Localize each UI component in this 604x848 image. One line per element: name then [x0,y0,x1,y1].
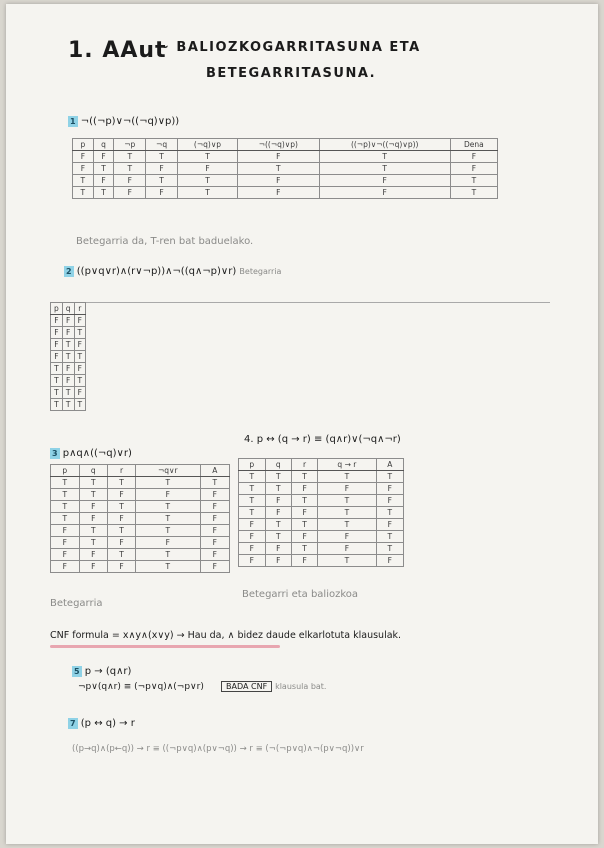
table-1-cell: T [73,175,94,187]
table-3-row [51,513,230,525]
table-4-row [239,543,404,555]
table-4-cell: T [239,483,266,495]
table-2-cell: F [74,339,86,351]
table-2-header-cell: q [62,303,74,315]
table-3-cell: T [79,525,108,537]
table-4-cell: F [292,555,318,567]
table-3-cell: F [200,525,229,537]
table-3-cell: T [51,489,80,501]
table-1-cell: T [93,187,114,199]
table-4-header-cell: q → r [318,459,376,471]
table-3-cell: T [136,513,200,525]
table-3-cell: F [108,537,136,549]
table-3-row [51,501,230,513]
table-4-cell: T [292,471,318,483]
table-3-header-cell: r [108,465,136,477]
table-4-cell: F [239,555,266,567]
table-1-cell: F [238,151,320,163]
table-4-cell: F [376,495,403,507]
table-3-header-cell: q [79,465,108,477]
title-line-1: ~ BALIOZKOGARRITASUNA ETA [158,40,421,55]
table-3-row [51,549,230,561]
table-3-cell: F [136,489,200,501]
table-1-cell: T [450,187,497,199]
table-2-cell: T [62,387,74,399]
table-3-cell: T [51,513,80,525]
table-2-row [51,363,86,375]
table-1-cell: T [238,163,320,175]
table-3-row [51,561,230,573]
table-1-cell: T [114,163,146,175]
table-4-cell: T [239,495,266,507]
table-3-cell: F [136,537,200,549]
table-2-cell: T [51,399,63,411]
table-2-cell: T [74,327,86,339]
table-4-cell: F [292,531,318,543]
table-3-row [51,525,230,537]
table-4-row [239,471,404,483]
table-3-cell: F [51,525,80,537]
exercise-1-marker: 1 [70,117,76,126]
table-4-row [239,483,404,495]
table-4-row [239,519,404,531]
table-3-cell: T [108,549,136,561]
table-4-cell: F [292,483,318,495]
exercise-3-formula: 3 p∧q∧((¬q)∨r) [52,448,132,459]
table-4-header-cell: q [265,459,292,471]
table-4-cell: T [376,531,403,543]
table-1-cell: F [93,175,114,187]
table-4-cell: T [239,507,266,519]
table-4-cell: T [376,507,403,519]
table-1-cell: T [319,163,450,175]
table-2-cell: F [74,387,86,399]
table-1-row [73,151,498,163]
table-4-cell: F [265,507,292,519]
table-1-cell: T [450,175,497,187]
table-1-cell: T [73,187,94,199]
exercise-4-formula: 4. p ↔ (q → r) ≡ (q∧r)∨(¬q∧¬r) [244,434,401,445]
table-4-cell: T [239,471,266,483]
table-3-cell: T [136,561,200,573]
table-4-cell: T [318,495,376,507]
table-3-cell: T [136,501,200,513]
truth-table-4 [238,458,404,567]
table-3-header-cell: ¬q∨r [136,465,200,477]
table-2-cell: T [62,351,74,363]
table-2-cell: F [62,327,74,339]
table-2-cell: F [62,363,74,375]
table-1-header-cell: ((¬p)∨¬((¬q)∨p)) [319,139,450,151]
table-3-row [51,537,230,549]
table-3-cell: F [79,561,108,573]
table-1-cell: F [114,175,146,187]
table-1-cell: F [73,151,94,163]
table-3-cell: F [108,513,136,525]
table-2-row [51,387,86,399]
table-2-row [51,327,86,339]
table-4-cell: T [318,507,376,519]
table-3-cell: F [51,561,80,573]
table-1-cell: F [93,151,114,163]
title-number: 1. AAut [68,38,167,63]
table-1-cell: F [114,187,146,199]
table-3-cell: F [51,549,80,561]
table-4-cell: F [376,519,403,531]
table-3-cell: F [200,501,229,513]
table-1-cell: F [238,187,320,199]
exercise-1-formula: 1 ¬((¬p)∨¬((¬q)∨p)) [70,116,180,127]
table-4-cell: T [318,519,376,531]
table-2-cell: F [74,315,86,327]
table-3-cell: F [79,513,108,525]
table-2-row [51,315,86,327]
table-1-cell: F [319,187,450,199]
table-2-cell: F [74,363,86,375]
table-3-cell: F [200,561,229,573]
table-1-header-cell: ¬p [114,139,146,151]
truth-table-2 [50,302,86,411]
table-3-cell: T [200,477,229,489]
table-4-cell: T [292,495,318,507]
table-2-cell: F [51,315,63,327]
table-2-cell: F [62,315,74,327]
table-3-cell: F [79,549,108,561]
table-4-cell: T [265,531,292,543]
table-1-row [73,175,498,187]
table-1-cell: F [238,175,320,187]
table-2-cell: T [62,339,74,351]
table-2-cell: T [51,387,63,399]
table-4-cell: T [265,519,292,531]
exercise-5-formula: 5 p → (q∧r) [74,666,132,677]
table-4-cell: T [376,471,403,483]
table-4-header-cell: p [239,459,266,471]
table-1-header-cell: Dena [450,139,497,151]
table-3-cell: F [200,537,229,549]
exercise-4-conclusion: Betegarri eta baliozkoa [242,589,359,600]
table-3-header-cell: A [200,465,229,477]
table-3-cell: T [108,525,136,537]
table-2-cell: T [74,375,86,387]
table-3-cell: T [136,525,200,537]
table-3-cell: F [200,549,229,561]
table-3-row [51,477,230,489]
table-4-cell: F [265,543,292,555]
table-1-header-cell: ¬q [146,139,178,151]
table-2-header-cell: r [74,303,86,315]
table-1-cell: T [319,151,450,163]
table-2-row [51,375,86,387]
table-2-row [51,339,86,351]
table-2-rule [50,302,550,303]
table-4-cell: F [318,483,376,495]
table-3-cell: T [79,537,108,549]
table-2-cell: F [51,339,63,351]
table-1-cell: T [146,175,178,187]
table-2-cell: T [62,399,74,411]
table-3-header-cell: p [51,465,80,477]
table-4-cell: F [265,495,292,507]
table-4-cell: F [318,531,376,543]
table-4-row [239,531,404,543]
table-4-cell: T [292,519,318,531]
exercise-2-formula: 2 ((p∨q∨r)∧(r∨¬p))∧¬((q∧¬p)∨r) Betegarria [66,266,282,277]
table-1-cell: T [93,163,114,175]
table-4-cell: T [265,483,292,495]
table-2-row [51,399,86,411]
table-1-row [73,163,498,175]
table-2-row [51,351,86,363]
table-1-cell: T [177,187,237,199]
table-1-cell: F [146,187,178,199]
table-4-cell: F [239,543,266,555]
truth-table-3 [50,464,230,573]
table-2-cell: T [74,351,86,363]
table-4-row [239,555,404,567]
table-3-cell: T [51,477,80,489]
table-1-cell: F [319,175,450,187]
table-1-cell: T [177,151,237,163]
table-1-cell: F [73,163,94,175]
table-4-cell: T [292,543,318,555]
table-4-cell: T [318,471,376,483]
table-4-cell: T [318,555,376,567]
title-line-2: BETEGARRITASUNA. [206,66,377,81]
table-3-cell: F [108,489,136,501]
table-2-cell: T [51,363,63,375]
table-4-row [239,507,404,519]
truth-table-1 [72,138,498,199]
table-1-row [73,187,498,199]
table-1-header-cell: q [93,139,114,151]
table-4-row [239,495,404,507]
table-3-row [51,489,230,501]
table-3-cell: T [108,501,136,513]
table-1-cell: F [146,163,178,175]
table-3-cell: T [136,477,200,489]
table-1-cell: F [450,151,497,163]
table-4-cell: F [376,555,403,567]
notebook-page [6,4,598,844]
table-2-cell: F [51,327,63,339]
table-2-cell: T [51,375,63,387]
table-1-header-cell: (¬q)∨p [177,139,237,151]
table-2-cell: F [51,351,63,363]
table-1-cell: T [177,175,237,187]
exercise-6-formula: 7 (p ↔ q) → r [70,718,135,729]
table-3-cell: F [200,489,229,501]
table-4-cell: F [292,507,318,519]
table-4-cell: F [265,555,292,567]
table-4-cell: T [376,543,403,555]
cnf-definition: CNF formula = x∧y∧(x∨y) → Hau da, ∧ bidez daude elkarlotuta klausulak. [50,630,402,641]
table-3-cell: F [79,501,108,513]
table-3-cell: F [108,561,136,573]
table-3-cell: F [200,513,229,525]
table-4-cell: T [265,471,292,483]
pink-underline [50,645,280,648]
table-1-cell: F [450,163,497,175]
table-1-cell: T [146,151,178,163]
exercise-6-derivation: ((p→q)∧(p←q)) → r ≡ ((¬p∨q)∧(p∨¬q)) → r ≡ (¬(¬p∨q)∧¬(p∨¬q))∨r [72,744,364,754]
table-1-cell: T [114,151,146,163]
table-3-cell: T [51,501,80,513]
table-4-cell: F [239,531,266,543]
table-4-cell: F [376,483,403,495]
table-2-cell: T [74,399,86,411]
table-4-header-cell: A [376,459,403,471]
table-3-cell: T [79,489,108,501]
table-3-cell: T [136,549,200,561]
table-4-cell: F [239,519,266,531]
table-1-header-cell: ¬((¬q)∨p) [238,139,320,151]
table-3-cell: T [79,477,108,489]
exercise-1-conclusion: Betegarria da, T-ren bat baduelako. [76,236,254,247]
exercise-5-derivation: ¬p∨(q∧r) ≡ (¬p∨q)∧(¬p∨r) BADA CNF klausula bat. [78,682,327,692]
table-3-cell: T [108,477,136,489]
table-4-header-cell: r [292,459,318,471]
table-1-cell: F [177,163,237,175]
table-3-cell: F [51,537,80,549]
table-1-header-cell: p [73,139,94,151]
back-page-bleed [116,334,516,394]
table-4-cell: F [318,543,376,555]
exercise-3-conclusion: Betegarria [50,598,103,609]
table-2-header-cell: p [51,303,63,315]
table-2-cell: F [62,375,74,387]
